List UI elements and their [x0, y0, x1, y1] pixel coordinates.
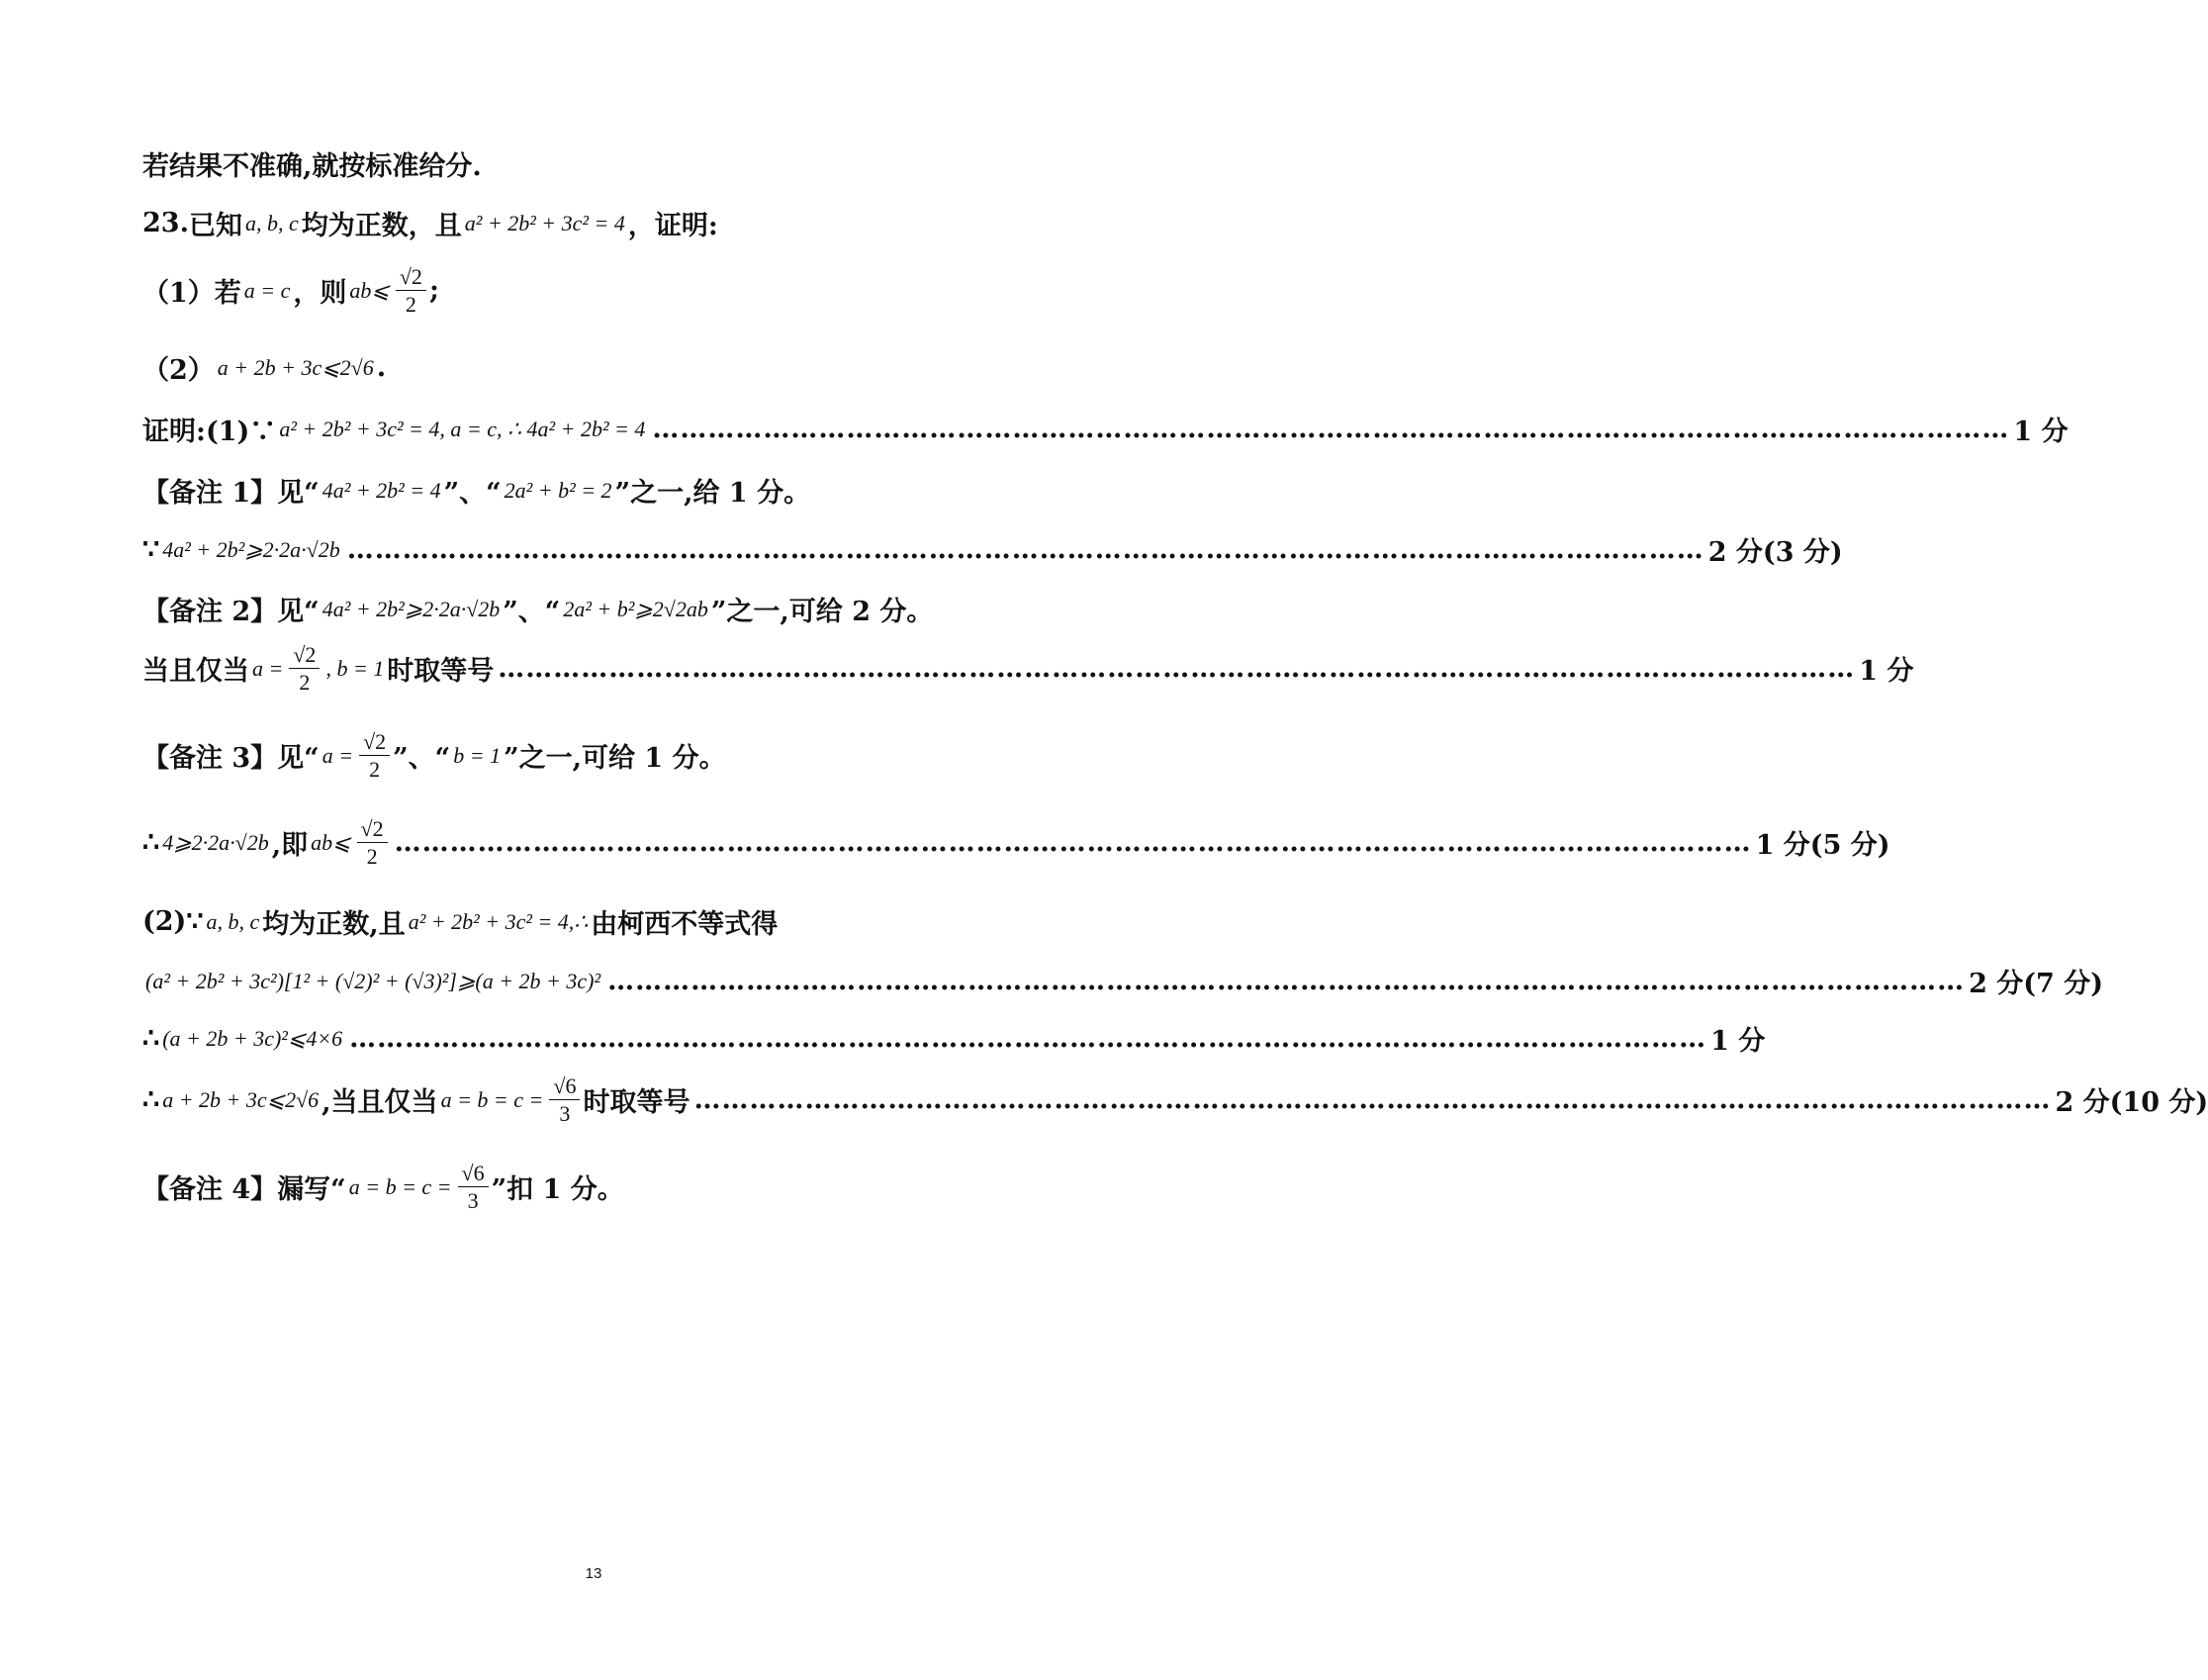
text: 时取等号 [583, 1087, 690, 1119]
proof-2-line [142, 902, 1029, 941]
math: (a + 2b + 3c)²⩽4×6 [162, 1025, 343, 1051]
math: a = b = c = [348, 1173, 452, 1199]
text: ∵ [142, 534, 160, 565]
text: 证明:(1)∵ [142, 417, 277, 447]
text: ”扣 1 分。 [491, 1174, 624, 1206]
math: a + 2b + 3c⩽2√6 [217, 354, 374, 380]
math: a, b, c [244, 210, 299, 235]
text: 若结果不准确,就按标准给分. [142, 151, 482, 182]
math: a² + 2b² + 3c² = 4, a = c, ∴ 4a² + 2b² = 4 [279, 416, 646, 441]
proof-1-line [142, 410, 2069, 448]
cauchy-line [142, 962, 2104, 1000]
text: 时取等号 [387, 656, 495, 688]
part-1 [142, 265, 1029, 316]
math: a = c [243, 277, 291, 303]
score: 2 分(7 分) [1969, 969, 2104, 999]
conclusion-1 [142, 816, 1890, 870]
note-2 [142, 590, 1029, 628]
text: 已知 [188, 211, 242, 241]
intro-line [142, 144, 1029, 183]
text: 【备注 1】见“ [142, 478, 320, 509]
text: . [376, 352, 387, 383]
score: 1 分(5 分) [1755, 830, 1890, 862]
math: , b = 1 [325, 655, 385, 681]
fraction: $\frac{√2}{2}$ [359, 730, 390, 781]
text: 【备注 3】见“ [142, 743, 320, 775]
text: ; [428, 275, 439, 307]
math: 2a² + b²⩾2√2ab [563, 596, 708, 621]
math: a² + 2b² + 3c² = 4,∴ [408, 908, 589, 934]
conclusion-2 [142, 1073, 2208, 1127]
question-23 [142, 204, 1029, 242]
part-2 [142, 348, 1029, 387]
math: ab⩽ [349, 277, 390, 303]
text: ”、“ [443, 478, 502, 509]
fraction: $\frac{√6}{3}$ [549, 1074, 580, 1125]
note-1 [142, 471, 1029, 510]
text: ”之一,可给 2 分。 [710, 597, 934, 627]
text: 【备注 4】漏写“ [142, 1174, 346, 1206]
math: b = 1 [453, 742, 502, 768]
score: 1 分 [2013, 417, 2069, 447]
leader-dots: ………………………………………………………………………………………………………………………………… [652, 414, 2010, 444]
text: 由柯西不等式得 [591, 909, 779, 940]
text: ,即 [271, 830, 309, 862]
math: ab⩽ [311, 829, 351, 855]
page-number: 13 [585, 1565, 602, 1582]
leader-dots: ………………………………………………………………………………………………………………………………… [498, 653, 1856, 685]
text: ”、“ [393, 743, 451, 775]
leader-dots: ………………………………………………………………………………………………………………………………… [394, 827, 1752, 859]
math: 4a² + 2b²⩾2·2a·√2b [162, 536, 340, 562]
text: ”、“ [503, 597, 561, 627]
text: （1）若 [142, 278, 241, 310]
square-bound-line [142, 1019, 1766, 1058]
note-4 [142, 1162, 1029, 1212]
leader-dots: ………………………………………………………………………………………………………………………………… [349, 1023, 1707, 1054]
math: a, b, c [206, 908, 260, 934]
math: a = [252, 655, 284, 681]
math: 2a² + b² = 2 [504, 477, 612, 503]
math: a = [322, 742, 354, 768]
text: (2)∵ [142, 906, 204, 937]
math: 4⩾2·2a·√2b [162, 829, 269, 855]
fraction: $\frac{√2}{2}$ [396, 265, 426, 316]
math: a = b = c = [440, 1086, 544, 1112]
text: 均为正数,且 [262, 909, 406, 940]
fraction: $\frac{√6}{3}$ [458, 1162, 489, 1212]
leader-dots: ………………………………………………………………………………………………………………………………… [693, 1084, 2052, 1116]
text: ”之一,给 1 分。 [614, 478, 811, 509]
math: a² + 2b² + 3c² = 4 [464, 210, 625, 235]
leader-dots: ………………………………………………………………………………………………………………………………… [346, 534, 1704, 565]
leader-dots: ………………………………………………………………………………………………………………………………… [607, 966, 1966, 996]
fraction: $\frac{√2}{2}$ [289, 643, 320, 694]
math: 4a² + 2b² = 4 [322, 477, 441, 503]
text: ∴ [142, 827, 160, 859]
text: 均为正数，且 [301, 211, 462, 241]
text: ，证明: [627, 211, 718, 241]
note-3 [142, 730, 1029, 781]
score: 2 分(10 分) [2055, 1087, 2208, 1119]
score: 1 分 [1859, 656, 1914, 688]
text: ,当且仅当 [322, 1087, 438, 1119]
fraction: $\frac{√2}{2}$ [357, 817, 388, 868]
text: ”之一,可给 1 分。 [504, 743, 726, 775]
text: 当且仅当 [142, 656, 249, 688]
text: ，则 [293, 278, 347, 310]
text: ∴ [142, 1084, 160, 1116]
math: a + 2b + 3c⩽2√6 [162, 1086, 320, 1112]
text: ∴ [142, 1023, 160, 1054]
equality-line-1 [142, 642, 1914, 696]
text: （2） [142, 355, 215, 386]
text: 【备注 2】见“ [142, 597, 320, 627]
proof-line-ineq [142, 530, 1843, 569]
question-number: 23. [142, 208, 189, 238]
score: 1 分 [1710, 1026, 1766, 1057]
score: 2 分(3 分) [1707, 537, 1843, 568]
math: 4a² + 2b²⩾2·2a·√2b [322, 596, 501, 621]
math: (a² + 2b² + 3c²)[1² + (√2)² + (√3)²]⩾(a + 2b + 3c)² [145, 968, 601, 993]
